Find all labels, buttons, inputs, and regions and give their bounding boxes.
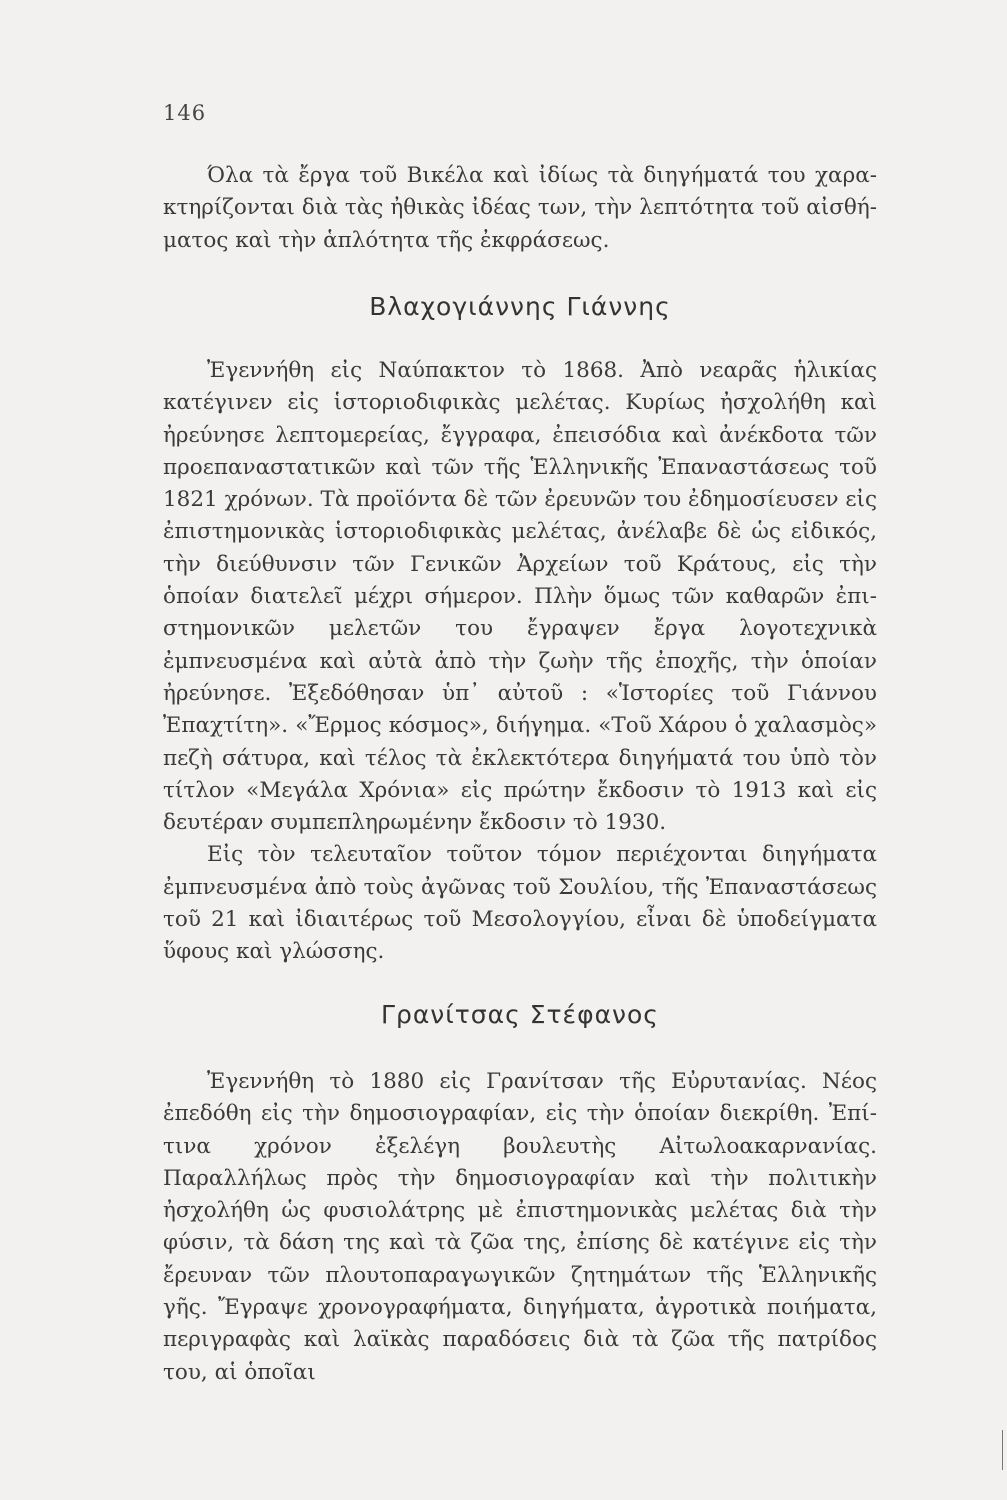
- section-body-vlachogiannis: [163, 355, 877, 969]
- page-edge-mark: [1002, 1430, 1003, 1470]
- intro-text: [163, 160, 877, 257]
- section-body-granitsas: [163, 1066, 877, 1389]
- intro-paragraph: Όλα τὰ ἔργα τοῦ Βικέλα καὶ ἰδίως τὰ διηγήματά του χαρακτηρίζονται διὰ τὰς ἠθικὰς ἰδέας των, τὴν λεπτότητα τοῦ αἰσθήματος καὶ τὴν ἁπλότητα τῆς ἐκφράσεως.: [163, 163, 877, 253]
- body-paragraph: Ἐγεννήθη εἰς Ναύπακτον τὸ 1868. Ἀπὸ νεαρᾶς ἡλικίας κατέγινεν εἰς ἱστοριοδιφικὰς μελέτας. Κυρίως ἠσχολήθη καὶ ἠρεύνησε λεπτομερείας, ἔγγραφα, ἐπεισόδια καὶ ἀνέκδοτα τῶν προεπαναστατικῶν καὶ τῶν τῆς Ἑλληνικῆς Ἐπαναστάσεως τοῦ 1821 χρόνων. Τὰ προϊόντα δὲ τῶν ἐρευνῶν του ἐδημοσίευσεν εἰς ἐπιστημονικὰς ἱστοριοδιφικὰς μελέτας, ἀνέλαβε δὲ ὡς εἰδικός, τὴν διεύθυνσιν τῶν Γενικῶν Ἀρχείων τοῦ Κράτους, εἰς τὴν ὁποίαν διατελεῖ μέχρι σήμερον. Πλὴν ὅμως τῶν καθαρῶν ἐπιστημονικῶν μελετῶν του ἔγραψεν ἔργα λογοτεχνικὰ ἐμπνευσμένα καὶ αὐτὰ ἀπὸ τὴν ζωὴν τῆς ἐποχῆς, τὴν ὁποίαν ἠρεύνησε. Ἐξεδόθησαν ὑπ᾿ αὐτοῦ : «Ἱστορίες τοῦ Γιάννου Ἐπαχτίτη». «Ἔρμος κόσμος», διήγημα. «Τοῦ Χάρου ὁ χαλασμὸς» πεζὴ σάτυρα, καὶ τέλος τὰ ἐκλεκτότερα διηγήματά του ὑπὸ τὸν τίτλον «Μεγάλα Χρόνια» εἰς πρώτην ἔκδοσιν τὸ 1913 καὶ εἰς δευτέραν συμπεπληρωμένην ἔκδοσιν τὸ 1930.: [163, 358, 877, 836]
- body-paragraph: Εἰς τὸν τελευταῖον τοῦτον τόμον περιέχονται διηγήματα ἐμπνευσμένα ἀπὸ τοὺς ἀγῶνας τοῦ Σουλίου, τῆς Ἐπαναστάσεως τοῦ 21 καὶ ἰδιαιτέρως τοῦ Μεσολογγίου, εἶναι δὲ ὑποδείγματα ὕφους καὶ γλώσσης.: [163, 842, 877, 965]
- body-paragraph: Ἐγεννήθη τὸ 1880 εἰς Γρανίτσαν τῆς Εὐρυτανίας. Νέος ἐπεδόθη εἰς τὴν δημοσιογραφίαν, εἰς τὴν ὁποίαν διεκρίθη. Ἐπίτινα χρόνον ἐξελέγη βουλευτὴς Αἰτωλοακαρνανίας. Παραλλήλως πρὸς τὴν δημοσιογραφίαν καὶ τὴν πολιτικὴν ἠσχολήθη ὡς φυσιολάτρης μὲ ἐπιστημονικὰς μελέτας διὰ τὴν φύσιν, τὰ δάση της καὶ τὰ ζῶα της, ἐπίσης δὲ κατέγινε εἰς τὴν ἔρευναν τῶν πλουτοπαραγωγικῶν ζητημάτων τῆς Ἑλληνικῆς γῆς. Ἔγραψε χρονογραφήματα, διηγήματα, ἀγροτικὰ ποιήματα, περιγραφὰς καὶ λαϊκὰς παραδόσεις διὰ τὰ ζῶα τῆς πατρίδος του, αἱ ὁποῖαι: [163, 1069, 877, 1385]
- section-heading-granitsas: Γρανίτσας Στέφανος: [381, 1000, 659, 1029]
- section-heading-vlachogiannis: Βλαχογιάννης Γιάννης: [369, 292, 671, 321]
- page-number: 146: [163, 101, 207, 125]
